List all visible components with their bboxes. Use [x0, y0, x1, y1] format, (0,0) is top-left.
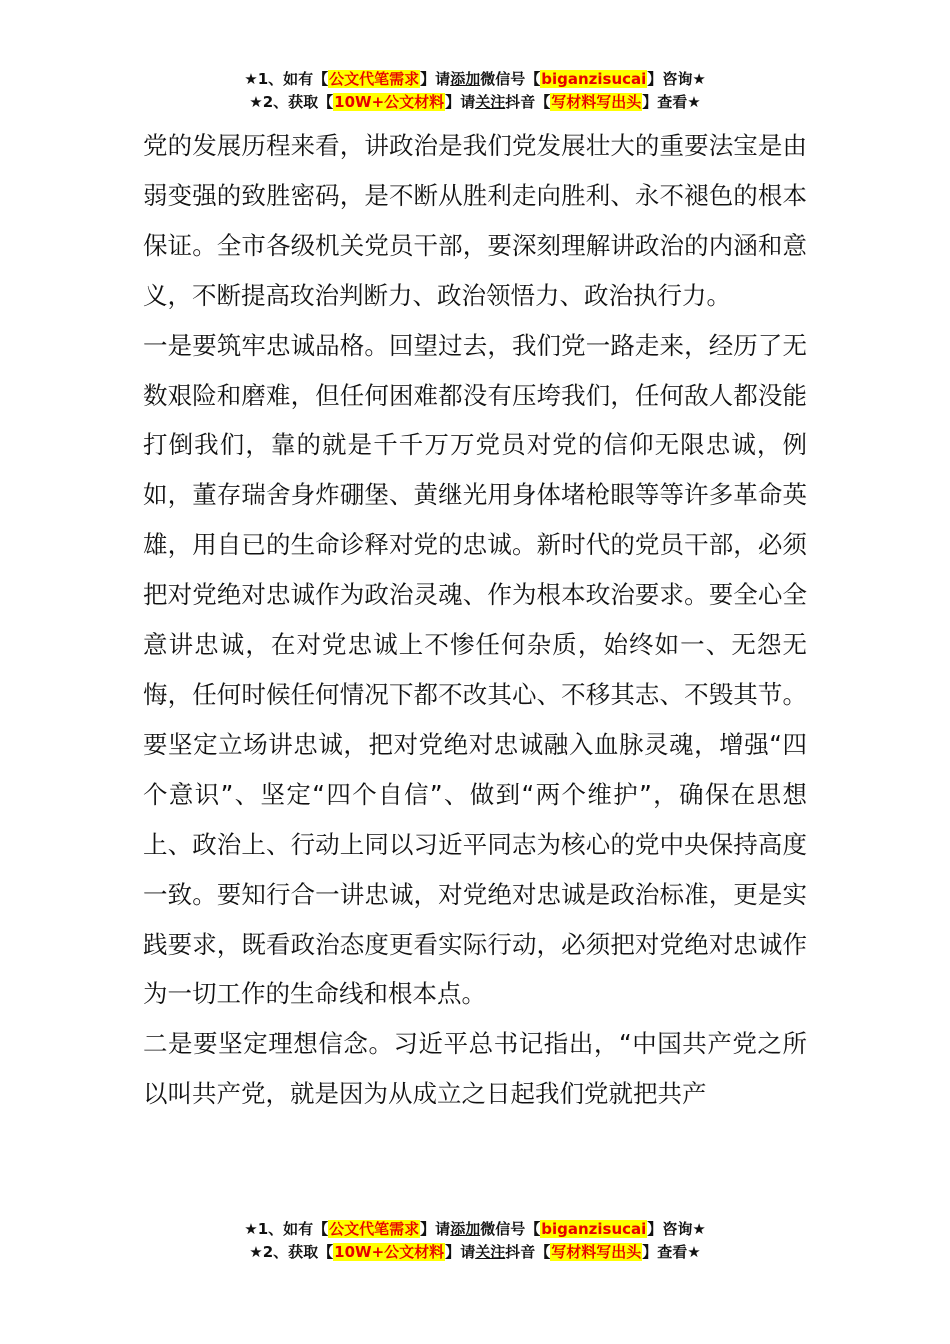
highlight-materials: 10W+公文材料 [334, 1243, 445, 1261]
star-icon: ★ [244, 1220, 258, 1238]
highlight-douyin: 写材料写出头 [551, 1243, 642, 1261]
banner-line-1: ★1、如有【公文代笔需求】请添加微信号【biganzisucai】咨询★ [244, 70, 706, 88]
banner-line-2: ★2、获取【10W+公文材料】请关注抖音【写材料写出头】查看★ [249, 93, 701, 111]
star-icon: ★ [249, 93, 263, 111]
banner-line-2: ★2、获取【10W+公文材料】请关注抖音【写材料写出头】查看★ [249, 1243, 701, 1261]
highlight-wechat-id: biganzisucai [541, 70, 647, 88]
document-body [143, 121, 807, 1119]
banner-line-1: ★1、如有【公文代笔需求】请添加微信号【biganzisucai】咨询★ [244, 1220, 706, 1238]
highlight-materials: 10W+公文材料 [334, 93, 445, 111]
highlight-douyin: 写材料写出头 [551, 93, 642, 111]
highlight-wechat-id: biganzisucai [541, 1220, 647, 1238]
header-banner [0, 68, 950, 114]
star-icon: ★ [249, 1243, 263, 1261]
star-icon: ★ [244, 70, 258, 88]
paragraph-3: 二是要坚定理想信念。习近平总书记指出，“中国共产党之所以叫共产党，就是因为从成立之日起我们党就把共产 [143, 1029, 807, 1109]
highlight-service: 公文代笔需求 [329, 1220, 420, 1238]
highlight-service: 公文代笔需求 [329, 70, 420, 88]
paragraph-2: 一是要筑牢忠诚品格。回望过去，我们党一路走来，经历了无数艰险和磨难，但任何困难都没有压垮我们，任何敌人都没能打倒我们，靠的就是千千万万党员对党的信仰无限忠诚，例如，董存瑞舍身炸硼堡、黄继光用身体堵枪眼等等许多革命英雄，用自已的生命诊释对党的忠诚。新时代的党员干部，必须把对党绝对忠诚作为政治灵魂、作为根本玫治要求。要全心全意讲忠诚，在对党忠诚上不惨任何杂质，始终如一、无怨无悔，任何时候任何情况下都不改其心、不移其志、不毁其节。要坚定立场讲忠诚，把对党绝对忠诚融入血脉灵魂，增强“四个意识”、坚定“四个自信”、做到“两个维护”，确保在思想上、政治上、行动上同以习近平同志为核心的党中央保持高度一致。要知行合一讲忠诚，对党绝对忠诚是政治标准，更是实践要求，既看政治态度更看实际行动，必须把对党绝对忠诚作为一切工作的生命线和根本点。 [143, 330, 807, 1009]
paragraph-1: 党的发展历程来看，讲政治是我们党发展壮大的重要法宝是由弱变强的致胜密码，是不断从胜利走向胜利、永不褪色的根本保证。全市各级机关党员干部，要深刻理解讲政治的内涵和意义，不断提高玫治判断力、政治领悟力、政治执行力。 [143, 131, 807, 310]
footer-banner [0, 1218, 950, 1264]
